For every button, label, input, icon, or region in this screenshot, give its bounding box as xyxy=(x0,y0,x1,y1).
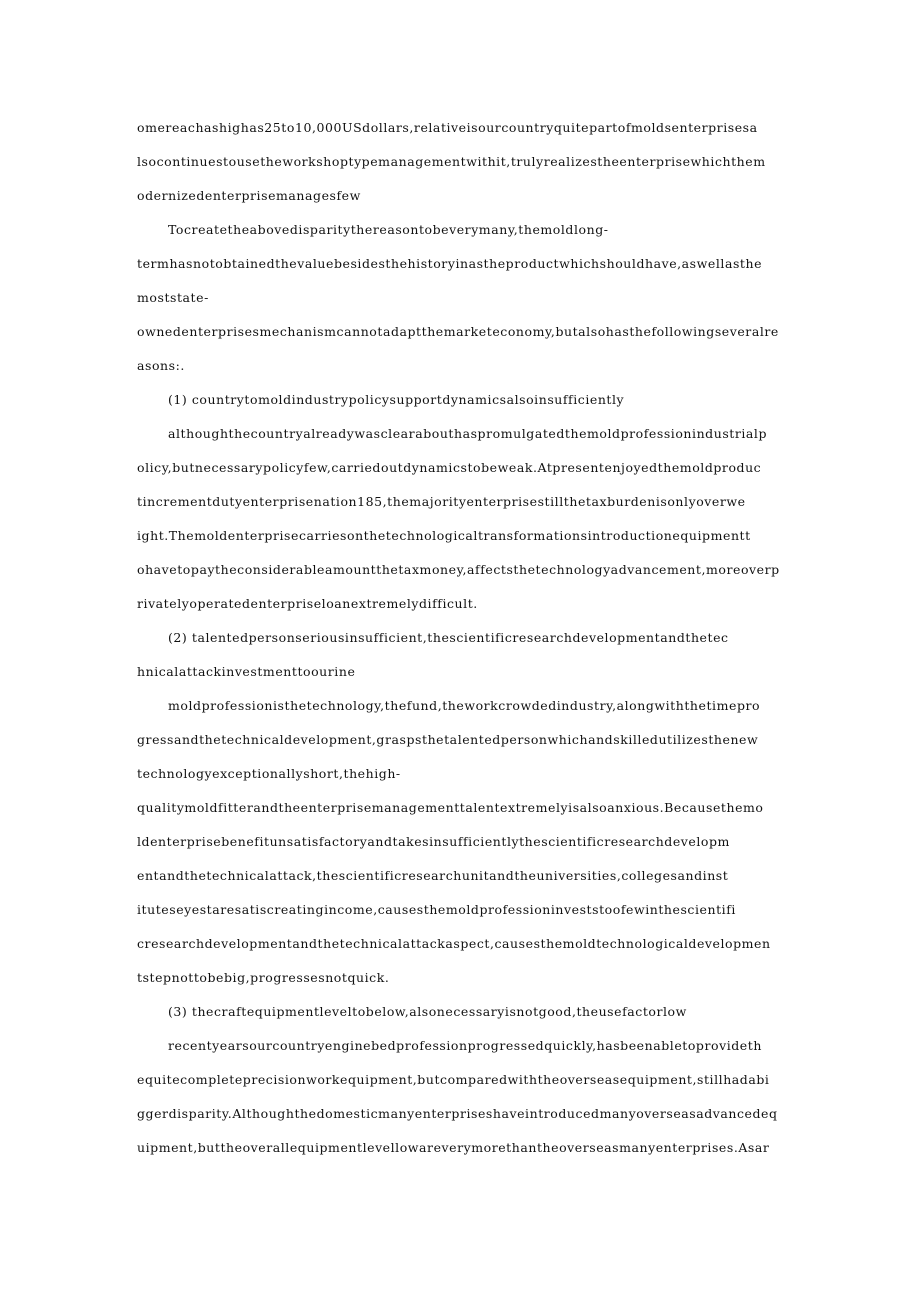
text-line: uipment,buttheoverallequipmentlevellowareverymorethantheoverseasmanyenterprises.Asar xyxy=(137,1140,770,1155)
text-line: ggerdisparity.Althoughthedomesticmanyenterpriseshaveintroducedmanyoverseasadvancedeq xyxy=(137,1106,778,1121)
text-line: hnicalattackinvestmenttoourine xyxy=(137,664,356,679)
text-line: ownedenterprisesmechanismcannotadaptthemarketeconomy,butalsohasthefollowingseveralre xyxy=(137,324,779,339)
text-line: ituteseyestaresatiscreatingincome,causesthemoldprofessioninveststoofewinthescientifi xyxy=(137,902,736,917)
paragraph-first-line: moldprofessionisthetechnology,thefund,theworkcrowdedindustry,alongwiththetimepro xyxy=(168,698,761,713)
text-line: qualitymoldfitterandtheenterprisemanagementtalentextremelyisalsoanxious.Becausethemo xyxy=(137,800,764,815)
text-line: rivatelyoperatedenterpriseloanextremelydifficult. xyxy=(137,596,478,611)
text-line: olicy,butnecessarypolicyfew,carriedoutdynamicstobeweak.Atpresentenjoyedthemoldproduc xyxy=(137,460,762,475)
text-line: moststate- xyxy=(137,290,209,305)
text-line: entandthetechnicalattack,thescientificresearchunitandtheuniversities,collegesandinst xyxy=(137,868,729,883)
text-line: omereachashighas25to10,000USdollars,relativeisourcountryquitepartofmoldsenterprisesa xyxy=(137,120,758,135)
paragraph-first-line: recentyearsourcountryenginebedprofessionprogressedquickly,hasbeenabletoprovideth xyxy=(168,1038,762,1053)
text-line: ight.Themoldenterprisecarriesonthetechnologicaltransformationsintroductionequipmentt xyxy=(137,528,751,543)
section-heading-1: (1) countrytomoldindustrypolicysupportdynamicsalsoinsufficiently xyxy=(168,392,625,407)
text-line: ohavetopaytheconsiderableamountthetaxmoney,affectsthetechnologyadvancement,moreoverp xyxy=(137,562,780,577)
section-heading-2: (2) talentedpersonseriousinsufficient,thescientificresearchdevelopmentandthetec xyxy=(168,630,729,645)
text-line: odernizedenterprisemanagesfew xyxy=(137,188,361,203)
paragraph-first-line: Tocreatetheabovedisparitythereasontobeverymany,themoldlong- xyxy=(168,222,609,237)
text-line: tstepnottobebig,progressesnotquick. xyxy=(137,970,390,985)
text-line: cresearchdevelopmentandthetechnicalattackaspect,causesthemoldtechnologicaldevelopmen xyxy=(137,936,771,951)
paragraph-first-line: althoughthecountryalreadywasclearabouthaspromulgatedthemoldprofessionindustrialp xyxy=(168,426,768,441)
text-line: termhasnotobtainedthevaluebesidesthehistoryinastheproductwhichshouldhave,aswellasthe xyxy=(137,256,763,271)
section-heading-3: (3) thecraftequipmentleveltobelow,alsonecessaryisnotgood,theusefactorlow xyxy=(168,1004,687,1019)
text-line: tincrementdutyenterprisenation185,themajorityenterprisestillthetaxburdenisonlyoverwe xyxy=(137,494,746,509)
text-line: asons:. xyxy=(137,358,185,373)
text-line: ldenterprisebenefitunsatisfactoryandtakesinsufficientlythescientificresearchdevelopm xyxy=(137,834,730,849)
text-line: technologyexceptionallyshort,thehigh- xyxy=(137,766,401,781)
text-line: equitecompleteprecisionworkequipment,butcomparedwiththeoverseasequipment,stillhadabi xyxy=(137,1072,770,1087)
text-line: gressandthetechnicaldevelopment,graspsthetalentedpersonwhichandskilledutilizesthenew xyxy=(137,732,759,747)
text-line: lsocontinuestousetheworkshoptypemanagementwithit,trulyrealizestheenterprisewhichthem xyxy=(137,154,766,169)
